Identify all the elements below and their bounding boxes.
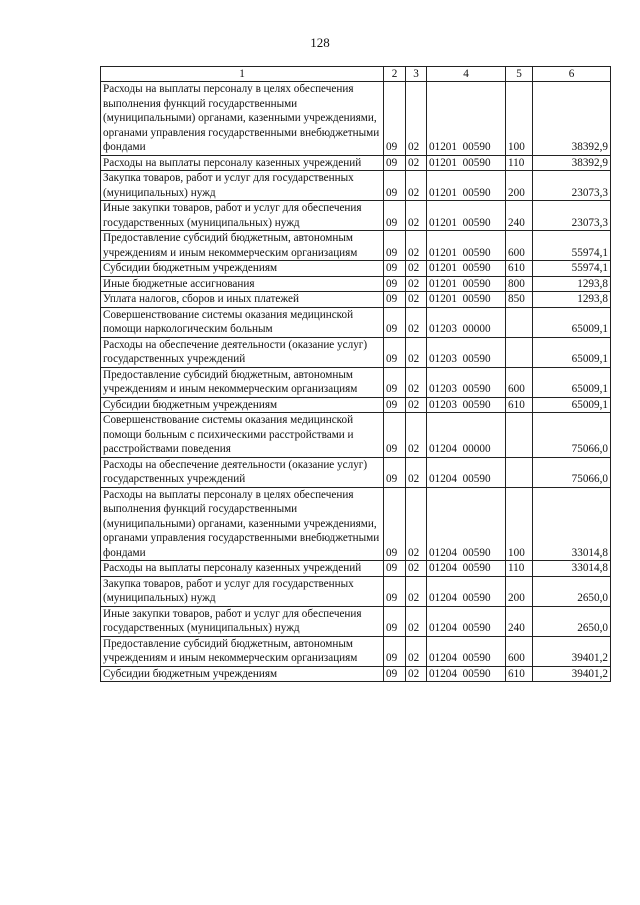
- section-code-cell: 09: [384, 231, 406, 261]
- header-cell: 3: [406, 67, 427, 82]
- amount-cell: 33014,8: [533, 487, 611, 561]
- expense-type-cell: 240: [506, 606, 533, 636]
- target-article-cell: 01204 00000: [427, 413, 506, 458]
- expense-name-cell: Расходы на выплаты персоналу казенных учреждений: [101, 561, 384, 577]
- table-row: [101, 307, 611, 337]
- subsection-code-cell: 02: [406, 666, 427, 682]
- subsection-code-cell: 02: [406, 561, 427, 577]
- amount-cell: 75066,0: [533, 413, 611, 458]
- expense-type-cell: 200: [506, 576, 533, 606]
- section-code-cell: 09: [384, 666, 406, 682]
- expense-type-cell: 100: [506, 487, 533, 561]
- expense-name-cell: Закупка товаров, работ и услуг для государственных (муниципальных) нужд: [101, 576, 384, 606]
- table-header-row: [101, 67, 611, 82]
- target-article-cell: 01203 00590: [427, 397, 506, 413]
- amount-cell: 65009,1: [533, 397, 611, 413]
- expense-type-cell: 600: [506, 636, 533, 666]
- subsection-code-cell: 02: [406, 636, 427, 666]
- subsection-code-cell: 02: [406, 292, 427, 308]
- expense-name-cell: Совершенствование системы оказания медицинской помощи больным с психическими расстройствами и расстройствами поведения: [101, 413, 384, 458]
- table-row: [101, 413, 611, 458]
- header-cell: 4: [427, 67, 506, 82]
- target-article-cell: 01204 00590: [427, 457, 506, 487]
- target-article-cell: 01203 00000: [427, 307, 506, 337]
- expense-type-cell: 610: [506, 666, 533, 682]
- amount-cell: 65009,1: [533, 367, 611, 397]
- expense-name-cell: Субсидии бюджетным учреждениям: [101, 397, 384, 413]
- target-article-cell: 01204 00590: [427, 666, 506, 682]
- amount-cell: 23073,3: [533, 201, 611, 231]
- subsection-code-cell: 02: [406, 82, 427, 156]
- section-code-cell: 09: [384, 413, 406, 458]
- table-row: [101, 487, 611, 561]
- section-code-cell: 09: [384, 261, 406, 277]
- target-article-cell: 01201 00590: [427, 292, 506, 308]
- subsection-code-cell: 02: [406, 231, 427, 261]
- table-row: [101, 171, 611, 201]
- target-article-cell: 01204 00590: [427, 636, 506, 666]
- target-article-cell: 01204 00590: [427, 487, 506, 561]
- target-article-cell: 01201 00590: [427, 155, 506, 171]
- expense-name-cell: Расходы на выплаты персоналу в целях обеспечения выполнения функций государственными (муниципальными) органами, казенными учреждениями, органами управления государственными внебюджетными фондами: [101, 82, 384, 156]
- table-row: [101, 231, 611, 261]
- amount-cell: 65009,1: [533, 337, 611, 367]
- amount-cell: 39401,2: [533, 636, 611, 666]
- expense-name-cell: Субсидии бюджетным учреждениям: [101, 666, 384, 682]
- target-article-cell: 01201 00590: [427, 276, 506, 292]
- table-row: [101, 576, 611, 606]
- expense-name-cell: Иные закупки товаров, работ и услуг для обеспечения государственных (муниципальных) нужд: [101, 606, 384, 636]
- page-number: 128: [310, 35, 330, 50]
- section-code-cell: 09: [384, 82, 406, 156]
- target-article-cell: 01204 00590: [427, 561, 506, 577]
- expense-type-cell: 110: [506, 561, 533, 577]
- subsection-code-cell: 02: [406, 337, 427, 367]
- expense-type-cell: 800: [506, 276, 533, 292]
- header-cell: 6: [533, 67, 611, 82]
- subsection-code-cell: 02: [406, 457, 427, 487]
- expense-type-cell: 110: [506, 155, 533, 171]
- amount-cell: 1293,8: [533, 292, 611, 308]
- subsection-code-cell: 02: [406, 487, 427, 561]
- subsection-code-cell: 02: [406, 367, 427, 397]
- table-row: [101, 636, 611, 666]
- section-code-cell: 09: [384, 307, 406, 337]
- section-code-cell: 09: [384, 576, 406, 606]
- amount-cell: 38392,9: [533, 82, 611, 156]
- target-article-cell: 01201 00590: [427, 171, 506, 201]
- amount-cell: 75066,0: [533, 457, 611, 487]
- amount-cell: 1293,8: [533, 276, 611, 292]
- budget-table: [100, 66, 611, 682]
- expense-type-cell: [506, 307, 533, 337]
- table-body: [101, 82, 611, 682]
- section-code-cell: 09: [384, 155, 406, 171]
- subsection-code-cell: 02: [406, 413, 427, 458]
- expense-name-cell: Уплата налогов, сборов и иных платежей: [101, 292, 384, 308]
- section-code-cell: 09: [384, 276, 406, 292]
- expense-type-cell: 850: [506, 292, 533, 308]
- amount-cell: 65009,1: [533, 307, 611, 337]
- section-code-cell: 09: [384, 636, 406, 666]
- amount-cell: 2650,0: [533, 576, 611, 606]
- expense-type-cell: 600: [506, 231, 533, 261]
- expense-type-cell: 100: [506, 82, 533, 156]
- section-code-cell: 09: [384, 487, 406, 561]
- expense-name-cell: Расходы на обеспечение деятельности (оказание услуг) государственных учреждений: [101, 337, 384, 367]
- expense-name-cell: Предоставление субсидий бюджетным, автономным учреждениям и иным некоммерческим организациям: [101, 367, 384, 397]
- table-row: [101, 561, 611, 577]
- target-article-cell: 01201 00590: [427, 82, 506, 156]
- section-code-cell: 09: [384, 397, 406, 413]
- table-row: [101, 155, 611, 171]
- subsection-code-cell: 02: [406, 606, 427, 636]
- header-cell: 2: [384, 67, 406, 82]
- expense-name-cell: Расходы на обеспечение деятельности (оказание услуг) государственных учреждений: [101, 457, 384, 487]
- expense-type-cell: 200: [506, 171, 533, 201]
- expense-name-cell: Иные закупки товаров, работ и услуг для обеспечения государственных (муниципальных) нужд: [101, 201, 384, 231]
- expense-type-cell: 240: [506, 201, 533, 231]
- expense-name-cell: Расходы на выплаты персоналу казенных учреждений: [101, 155, 384, 171]
- expense-type-cell: [506, 337, 533, 367]
- header-cell: 5: [506, 67, 533, 82]
- table-row: [101, 82, 611, 156]
- section-code-cell: 09: [384, 201, 406, 231]
- amount-cell: 39401,2: [533, 666, 611, 682]
- table-row: [101, 337, 611, 367]
- amount-cell: 33014,8: [533, 561, 611, 577]
- section-code-cell: 09: [384, 292, 406, 308]
- amount-cell: 55974,1: [533, 231, 611, 261]
- expense-name-cell: Расходы на выплаты персоналу в целях обеспечения выполнения функций государственными (муниципальными) органами, казенными учреждениями, органами управления государственными внебюджетными фондами: [101, 487, 384, 561]
- table-row: [101, 397, 611, 413]
- expense-type-cell: 610: [506, 261, 533, 277]
- table-row: [101, 457, 611, 487]
- expense-name-cell: Иные бюджетные ассигнования: [101, 276, 384, 292]
- header-cell: 1: [101, 67, 384, 82]
- table-row: [101, 606, 611, 636]
- expense-name-cell: Субсидии бюджетным учреждениям: [101, 261, 384, 277]
- subsection-code-cell: 02: [406, 276, 427, 292]
- expense-name-cell: Предоставление субсидий бюджетным, автономным учреждениям и иным некоммерческим организациям: [101, 636, 384, 666]
- expense-name-cell: Совершенствование системы оказания медицинской помощи наркологическим больным: [101, 307, 384, 337]
- amount-cell: 38392,9: [533, 155, 611, 171]
- target-article-cell: 01201 00590: [427, 231, 506, 261]
- amount-cell: 23073,3: [533, 171, 611, 201]
- expense-name-cell: Предоставление субсидий бюджетным, автономным учреждениям и иным некоммерческим организациям: [101, 231, 384, 261]
- target-article-cell: 01204 00590: [427, 606, 506, 636]
- section-code-cell: 09: [384, 457, 406, 487]
- subsection-code-cell: 02: [406, 307, 427, 337]
- section-code-cell: 09: [384, 337, 406, 367]
- target-article-cell: 01204 00590: [427, 576, 506, 606]
- expense-name-cell: Закупка товаров, работ и услуг для государственных (муниципальных) нужд: [101, 171, 384, 201]
- table-row: [101, 201, 611, 231]
- expense-type-cell: [506, 413, 533, 458]
- subsection-code-cell: 02: [406, 397, 427, 413]
- subsection-code-cell: 02: [406, 171, 427, 201]
- expense-type-cell: 600: [506, 367, 533, 397]
- table-row: [101, 292, 611, 308]
- expense-type-cell: 610: [506, 397, 533, 413]
- section-code-cell: 09: [384, 367, 406, 397]
- section-code-cell: 09: [384, 171, 406, 201]
- table-row: [101, 666, 611, 682]
- target-article-cell: 01201 00590: [427, 201, 506, 231]
- target-article-cell: 01203 00590: [427, 337, 506, 367]
- subsection-code-cell: 02: [406, 201, 427, 231]
- table-row: [101, 261, 611, 277]
- section-code-cell: 09: [384, 606, 406, 636]
- section-code-cell: 09: [384, 561, 406, 577]
- subsection-code-cell: 02: [406, 576, 427, 606]
- table-row: [101, 367, 611, 397]
- table-row: [101, 276, 611, 292]
- subsection-code-cell: 02: [406, 261, 427, 277]
- subsection-code-cell: 02: [406, 155, 427, 171]
- expense-type-cell: [506, 457, 533, 487]
- target-article-cell: 01203 00590: [427, 367, 506, 397]
- amount-cell: 55974,1: [533, 261, 611, 277]
- amount-cell: 2650,0: [533, 606, 611, 636]
- target-article-cell: 01201 00590: [427, 261, 506, 277]
